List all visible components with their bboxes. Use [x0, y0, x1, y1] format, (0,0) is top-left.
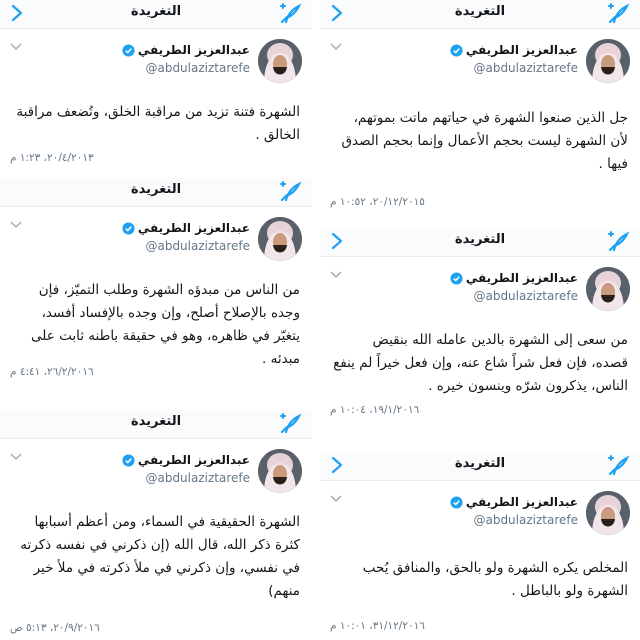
tweet-header — [320, 0, 640, 29]
author-row — [0, 439, 312, 503]
tweet-card — [320, 452, 640, 640]
back-chevron-icon[interactable] — [330, 232, 344, 250]
author-handle[interactable]: @abdulaziztarefe — [473, 289, 578, 303]
author-handle[interactable]: @abdulaziztarefe — [473, 513, 578, 527]
author-name-text: عبدالعزيز الطريفي — [465, 495, 578, 509]
avatar[interactable] — [586, 39, 630, 83]
tweet-card — [0, 178, 312, 390]
tweet-card — [320, 0, 640, 218]
author-name[interactable] — [450, 271, 578, 285]
verified-badge-icon — [450, 272, 463, 285]
verified-badge-icon — [122, 454, 135, 467]
avatar[interactable] — [258, 39, 302, 83]
tweet-card — [320, 228, 640, 426]
author-name-text: عبدالعزيز الطريفي — [137, 221, 250, 235]
tweet-card — [0, 410, 312, 640]
header-title: التغريدة — [130, 4, 182, 19]
header-title: التغريدة — [130, 414, 182, 429]
tweet-text: من الناس من مبدؤه الشهرة وطلب التميّز، فإن وجده بالإصلاح أصلح، وإن وجده بالإفساد أفسد، يتغيّر في ظاهره، وهو في حقيقة باطنه ثابت على مبدئه . — [31, 282, 300, 367]
caret-down-icon[interactable] — [330, 43, 342, 51]
back-chevron-icon[interactable] — [330, 4, 344, 22]
tweet-header — [320, 452, 640, 481]
avatar[interactable] — [586, 267, 630, 311]
author-name[interactable] — [122, 453, 250, 467]
author-handle[interactable]: @abdulaziztarefe — [473, 61, 578, 75]
caret-down-icon[interactable] — [330, 271, 342, 279]
tweet-timestamp: ٢٠/٤/٢٠١٣، ١:٢٣ م — [10, 152, 94, 164]
author-name[interactable] — [122, 221, 250, 235]
verified-badge-icon — [450, 496, 463, 509]
caret-down-icon[interactable] — [10, 221, 22, 229]
author-row — [320, 29, 640, 93]
author-name-text: عبدالعزيز الطريفي — [137, 43, 250, 57]
avatar[interactable] — [258, 217, 302, 261]
tweet-timestamp: ٢٠/٩/٢٠١٦، ٥:١٣ ص — [10, 622, 100, 634]
author-row — [0, 29, 312, 93]
author-row — [320, 257, 640, 321]
header-title: التغريدة — [454, 456, 506, 471]
tweet-timestamp: ٢٦/٢/٢٠١٦، ٤:٤١ م — [10, 366, 94, 378]
author-handle[interactable]: @abdulaziztarefe — [145, 239, 250, 253]
header-title: التغريدة — [130, 182, 182, 197]
author-name[interactable] — [122, 43, 250, 57]
tweet-header — [0, 0, 312, 29]
author-name-text: عبدالعزيز الطريفي — [465, 43, 578, 57]
author-handle[interactable]: @abdulaziztarefe — [145, 61, 250, 75]
caret-down-icon[interactable] — [330, 495, 342, 503]
caret-down-icon[interactable] — [10, 43, 22, 51]
author-row — [320, 481, 640, 545]
tweet-header — [0, 178, 312, 207]
tweet-card — [0, 0, 312, 178]
caret-down-icon[interactable] — [10, 453, 22, 461]
tweet-text: المخلص يكره الشهرة ولو بالحق، والمنافق يُحب الشهرة ولو بالباطل . — [362, 560, 628, 599]
author-row — [0, 207, 312, 271]
author-name[interactable] — [450, 495, 578, 509]
tweet-text: الشهرة الحقيقية في السماء، ومن أعظم أسبابها كثرة ذكر الله، قال الله (إن ذكرني في نفسه ذكرته في نفسي، وإن ذكرني في ملأ ذكرته في ملأ خير منهم) — [20, 514, 300, 599]
avatar[interactable] — [586, 491, 630, 535]
header-title: التغريدة — [454, 4, 506, 19]
author-name-text: عبدالعزيز الطريفي — [465, 271, 578, 285]
tweet-text: من سعى إلى الشهرة بالدين عامله الله بنقيض قصده، فإن فعل شراً شاع عنه، وإن فعل خيراً لم ينفع الناس، يذكرون شرّه وينسون خيره . — [333, 332, 628, 394]
tweet-timestamp: ١٩/١/٢٠١٦، ١٠:٠٤ م — [330, 404, 420, 416]
header-title: التغريدة — [454, 232, 506, 247]
tweet-text: الشهرة فتنة تزيد من مراقبة الخلق، وتُضعف مراقبة الخالق . — [16, 104, 300, 143]
tweet-header — [320, 228, 640, 257]
verified-badge-icon — [122, 44, 135, 57]
tweet-timestamp: ٣١/١٢/٢٠١٦، ١٠:٠١ م — [330, 620, 425, 632]
tweet-text: جل الذين صنعوا الشهرة في حياتهم ماتت بموتهم، لأن الشهرة ليست بحجم الأعمال وإنما بحجم الصدق فيها . — [341, 110, 628, 172]
author-name[interactable] — [450, 43, 578, 57]
back-chevron-icon[interactable] — [330, 456, 344, 474]
verified-badge-icon — [122, 222, 135, 235]
tweet-timestamp: ٢٠/١٢/٢٠١٥، ١٠:٥٢ م — [330, 196, 425, 208]
back-chevron-icon[interactable] — [10, 4, 24, 22]
verified-badge-icon — [450, 44, 463, 57]
avatar[interactable] — [258, 449, 302, 493]
tweet-header — [0, 410, 312, 439]
author-handle[interactable]: @abdulaziztarefe — [145, 471, 250, 485]
author-name-text: عبدالعزيز الطريفي — [137, 453, 250, 467]
